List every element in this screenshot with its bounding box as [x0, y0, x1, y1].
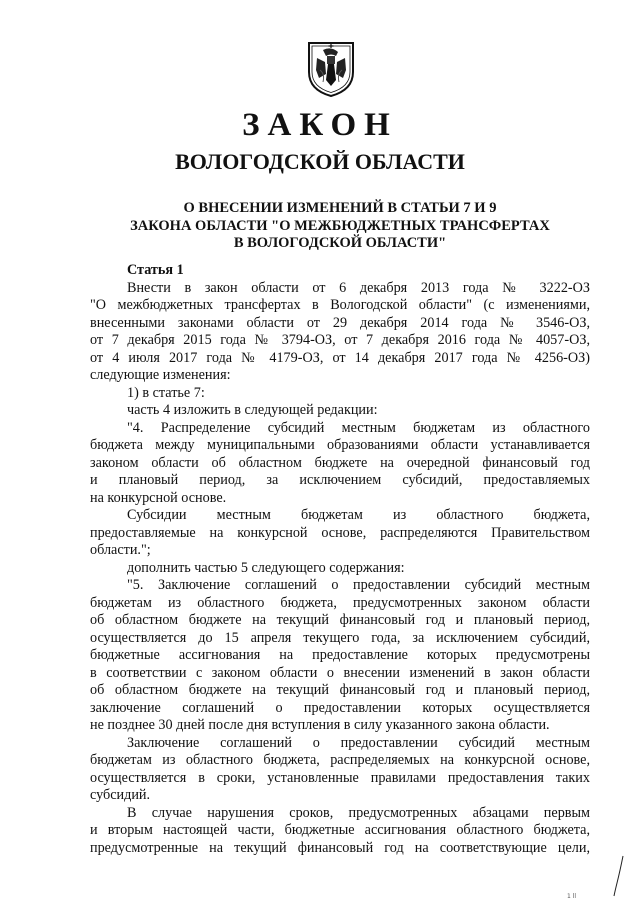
footer-mark: 1 ll: [567, 893, 577, 900]
body-line: и вторым настоящей части, бюджетные ассигнования областного бюджета,: [90, 822, 590, 838]
body-line: не позднее 30 дней после дня вступления в силу указанного закона области.: [90, 717, 550, 733]
body-line: дополнить частью 5 следующего содержания:: [127, 559, 405, 576]
body-line: от 4 июля 2017 года № 4179-ОЗ, от 14 декабря 2017 года № 4256-ОЗ): [90, 349, 590, 366]
body-line: бюджета между муниципальными образованиями области устанавливается: [90, 437, 590, 453]
body-line: в соответствии с законом области о внесении изменений в закон области: [90, 664, 590, 681]
body-line: бюджетам из областного бюджета, распределяемых на конкурсной основе,: [90, 752, 590, 768]
article-heading: Статья 1: [127, 262, 184, 278]
body-line: предусмотренные на текущий финансовый год на соответствующие цели,: [90, 839, 590, 856]
body-line: от 7 декабря 2015 года № 3794-ОЗ, от 7 декабря 2016 года № 4057-ОЗ,: [90, 332, 590, 348]
body-line: следующие изменения:: [90, 367, 231, 383]
body-line: бюджетам из областного бюджета, предусмотренных законом области: [90, 594, 590, 611]
document-subtitle: [90, 200, 590, 253]
body-line: "5. Заключение соглашений о предоставлении субсидий местным: [127, 577, 590, 593]
body-line: внесенными законами области от 29 декабря 2014 года № 3546-ОЗ,: [90, 314, 590, 331]
document-region: ВОЛОГОДСКОЙ ОБЛАСТИ: [175, 149, 465, 174]
body-line: В случае нарушения сроков, предусмотренных абзацами первым: [127, 804, 590, 821]
document-title: ЗАКОН: [242, 107, 398, 143]
body-line: часть 4 изложить в следующей редакции:: [127, 402, 378, 418]
body-line: 1) в статье 7:: [127, 384, 205, 401]
body-line: Внести в закон области от 6 декабря 2013 года № 3222-ОЗ: [127, 279, 590, 296]
body-line: законом области об областном бюджете на очередной финансовый год: [90, 454, 590, 471]
body-line: Субсидии местным бюджетам из областного бюджета,: [127, 507, 590, 523]
coat-of-arms-icon: [305, 40, 357, 98]
body-line: на конкурсной основе.: [90, 489, 227, 506]
body-line: и плановый период, за исключением субсидий, предоставляемых: [90, 472, 590, 488]
body-line: об областном бюджете на текущий финансовый год и плановый период,: [90, 612, 590, 628]
subtitle-line: В ВОЛОГОДСКОЙ ОБЛАСТИ": [233, 235, 447, 251]
body-line: "4. Распределение субсидий местным бюджетам из областного: [127, 419, 590, 436]
subtitle-line: ЗАКОНА ОБЛАСТИ "О МЕЖБЮДЖЕТНЫХ ТРАНСФЕРТАХ: [130, 217, 550, 234]
pen-mark-icon: [612, 855, 626, 897]
body-line: осуществляется до 15 апреля текущего года, за исключением субсидий,: [90, 629, 590, 646]
body-line: субсидий.: [90, 787, 151, 803]
body-line: области.";: [90, 542, 151, 558]
body-line: осуществляется в сроки, установленные правилами предоставления таких: [90, 769, 590, 786]
body-line: об областном бюджете на текущий финансовый год и плановый период,: [90, 682, 590, 698]
body-line: бюджетные ассигнования на предоставление которых предусмотрены: [90, 647, 590, 663]
body-line: предоставляемые на конкурсной основе, распределяются Правительством: [90, 524, 590, 541]
subtitle-line: О ВНЕСЕНИИ ИЗМЕНЕНИЙ В СТАТЬИ 7 И 9: [183, 200, 497, 216]
document-body: [90, 262, 590, 857]
body-line: "О межбюджетных трансфертах в Вологодской области" (с изменениями,: [90, 297, 590, 313]
body-line: заключение соглашений о предоставлении которых осуществляется: [90, 699, 590, 716]
body-line: Заключение соглашений о предоставлении субсидий местным: [127, 734, 590, 751]
